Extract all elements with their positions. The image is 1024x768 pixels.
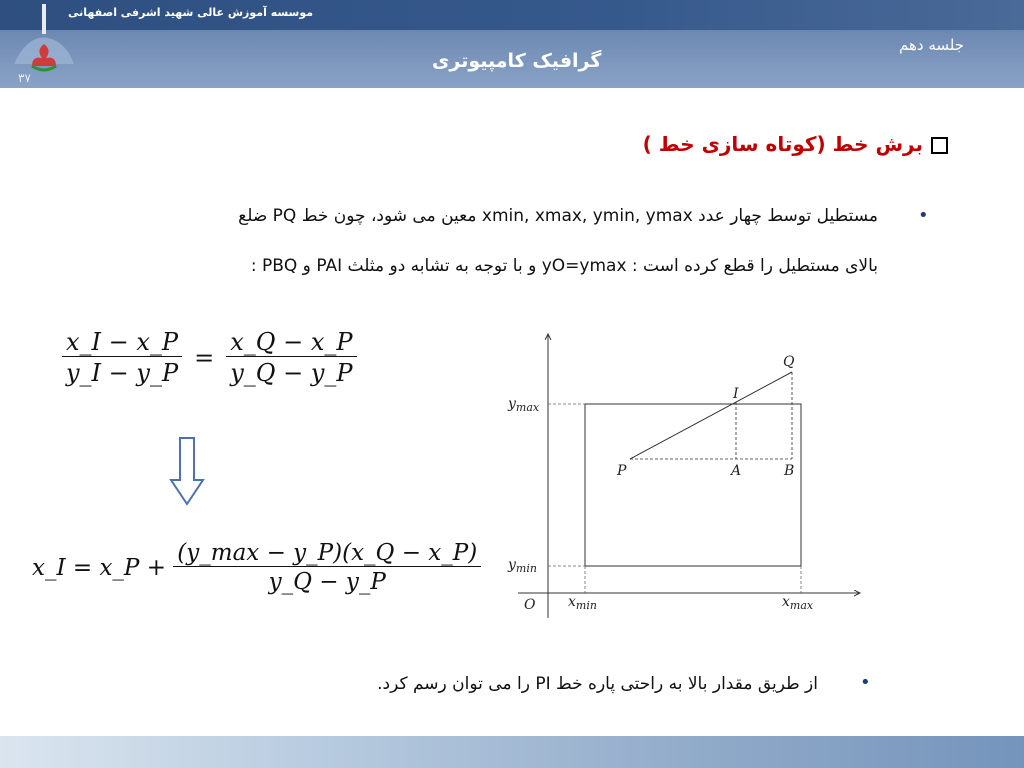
label-b: B: [784, 463, 795, 479]
line-segment-pq: [630, 372, 792, 459]
intersection-equation-fraction: [173, 540, 481, 595]
down-arrow-icon: [168, 436, 206, 508]
svg-text:۳۷: ۳۷: [18, 71, 31, 84]
equation-left-numerator: x_I − x_P: [66, 328, 179, 356]
label-p: P: [617, 463, 627, 479]
section-heading: [643, 132, 948, 156]
clipping-diagram: [498, 326, 868, 626]
equation-right-numerator: x_Q − x_P: [230, 328, 353, 356]
label-xmax: $x_{max}$: [782, 594, 814, 612]
label-a: A: [731, 463, 742, 479]
label-ymin: $y_{min}$: [508, 557, 537, 575]
intersection-equation: [32, 540, 481, 595]
equals-sign: =: [194, 343, 215, 372]
paragraph-2: از طریق مقدار بالا به راحتی پاره خط PI را می توان رسم کرد.: [377, 674, 818, 694]
intersection-equation-lhs: x_I = x_P +: [32, 554, 166, 581]
label-i: I: [733, 386, 739, 402]
equation-left-denominator: y_I − y_P: [62, 356, 182, 387]
clip-rectangle: [585, 404, 801, 566]
bullet-icon: •: [918, 205, 929, 226]
checkbox-bullet-icon: [931, 137, 948, 154]
bullet-icon: •: [860, 672, 871, 693]
label-ymax: $y_{max}$: [508, 396, 540, 414]
equation-left-fraction: [62, 328, 182, 387]
slide-title: گرافیک کامپیوتری: [432, 50, 602, 72]
session-label: جلسه دهم: [898, 36, 964, 54]
header-bar: [0, 0, 1024, 88]
label-q: Q: [783, 354, 795, 370]
section-heading-text: برش خط (کوتاه سازی خط ): [642, 132, 923, 156]
equation-right-denominator: y_Q − y_P: [226, 356, 356, 387]
label-origin: O: [524, 597, 536, 613]
intersection-equation-numerator: (y_max − y_P)(x_Q − x_P): [177, 540, 478, 566]
paragraph-line-2: بالای مستطیل را قطع کرده است : yO=ymax و با توجه به تشابه دو مثلث PAI و PBQ :: [250, 256, 878, 276]
intersection-equation-denominator: y_Q − y_P: [173, 566, 481, 595]
footer-bar: [0, 736, 1024, 768]
label-xmin: $x_{min}$: [568, 594, 597, 612]
equation-right-fraction: [226, 328, 356, 387]
institution-name: موسسه آموزش عالی شهید اشرفی اصفهانی: [68, 6, 314, 19]
paragraph-line-1: مستطیل توسط چهار عدد xmin, xmax, ymin, ymax معین می شود، چون خط PQ ضلع: [238, 206, 878, 226]
similarity-equation: [62, 328, 357, 387]
